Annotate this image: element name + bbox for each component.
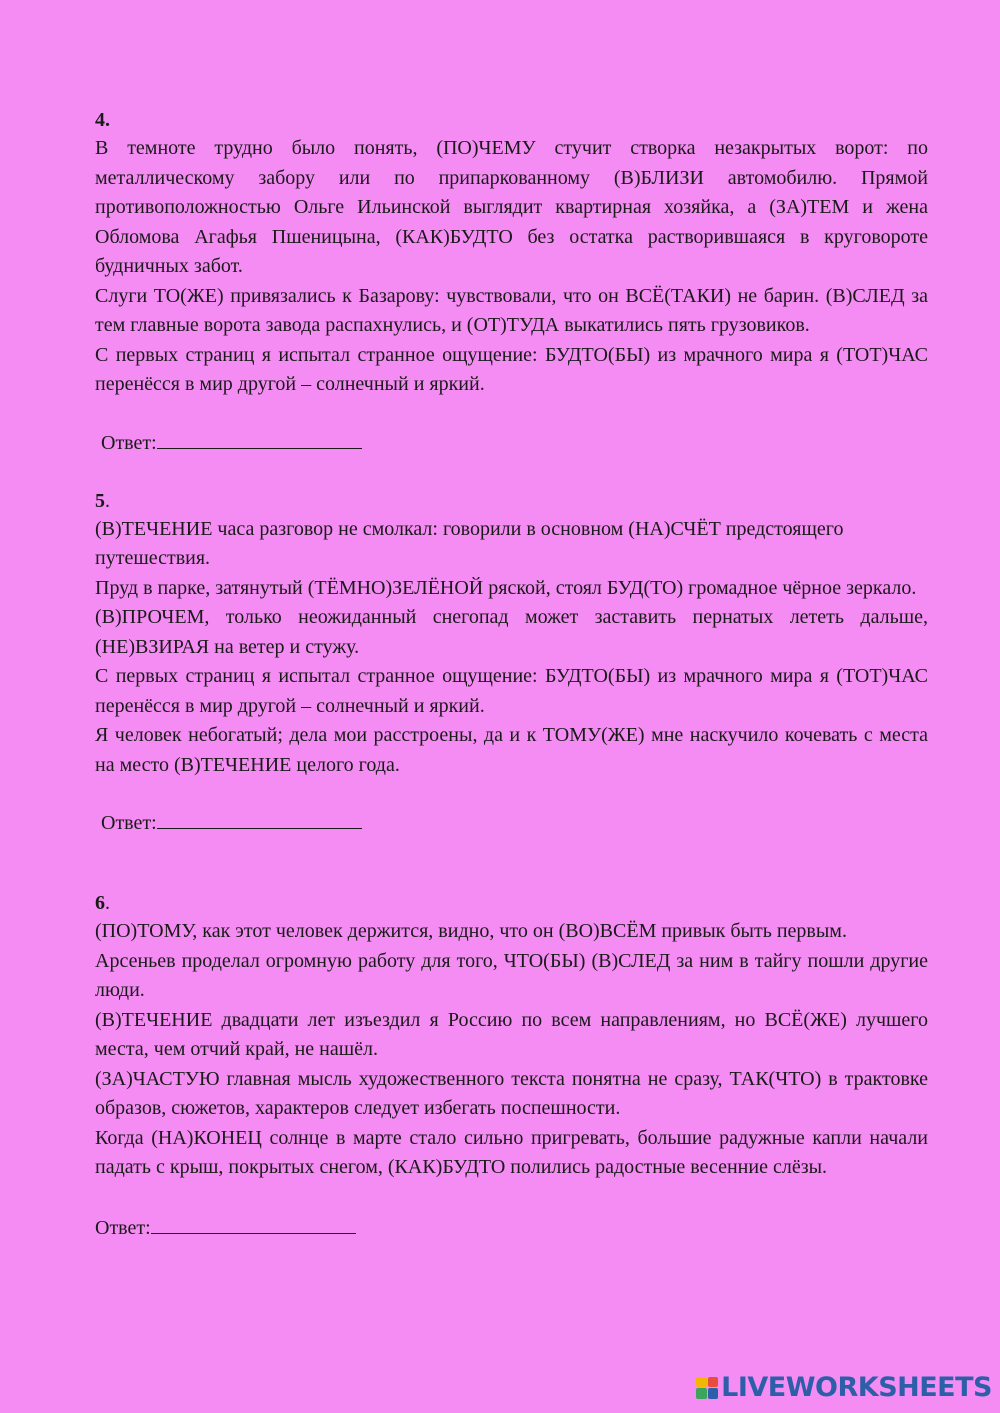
logo-tile — [708, 1377, 719, 1388]
sentence: Я человек небогатый; дела мои расстроены, да и к ТОМУ(ЖЕ) мне наскучило кочевать с места на место (В)ТЕЧЕНИЕ целого года. — [95, 724, 928, 776]
sentence: С первых страниц я испытал странное ощущение: БУДТО(БЫ) из мрачного мира я (ТОТ)ЧАС перенёсся в мир другой – солнечный и яркий. — [95, 665, 928, 717]
answer-label: Ответ: — [101, 812, 157, 834]
answer-row — [95, 428, 928, 457]
task-number: 6. — [95, 892, 110, 914]
sentence: С первых страниц я испытал странное ощущение: БУДТО(БЫ) из мрачного мира я (ТОТ)ЧАС перенёсся в мир другой – солнечный и яркий. — [95, 343, 928, 395]
sentence: Слуги ТО(ЖЕ) привязались к Базарову: чувствовали, что он ВСЁ(ТАКИ) не барин. (В)СЛЕД за тем главные ворота завода распахнулись, и (ОТ)ТУДА выкатились пять грузовиков. — [95, 284, 928, 336]
task-number: 5. — [95, 489, 110, 512]
task-6 — [95, 889, 928, 1242]
sentence: Арсеньев проделал огромную работу для того, ЧТО(БЫ) (В)СЛЕД за ним в тайгу пошли другие люди. — [95, 949, 928, 1001]
sentence: (ЗА)ЧАСТУЮ главная мысль художественного текста понятна не сразу, ТАК(ЧТО) в трактовке образов, сюжетов, характеров следует избегать поспешности. — [95, 1067, 928, 1119]
task-4 — [95, 106, 928, 457]
task-number: 4. — [95, 109, 110, 131]
answer-input-4[interactable] — [157, 428, 362, 449]
sentence: Когда (НА)КОНЕЦ солнце в марте стало сильно пригревать, большие радужные капли начали падать с крыш, покрытых снегом, (КАК)БУДТО полились радостные весенние слёзы. — [95, 1126, 928, 1178]
liveworksheets-logo — [696, 1372, 992, 1403]
brand-name: LIVEWORKSHEETS — [721, 1372, 992, 1403]
logo-tile — [696, 1377, 707, 1388]
worksheet-page — [95, 106, 928, 1242]
logo-tile — [708, 1388, 719, 1399]
logo-icon — [696, 1377, 718, 1399]
answer-label: Ответ: — [95, 1216, 151, 1239]
answer-row — [95, 1213, 928, 1242]
answer-row — [95, 808, 928, 837]
sentence: (В)ТЕЧЕНИЕ часа разговор не смолкал: говорили в основном (НА)СЧЁТ предстоящего путешествия. — [95, 517, 844, 569]
sentence: (В)ТЕЧЕНИЕ двадцати лет изъездил я Россию по всем направлениям, но ВСЁ(ЖЕ) лучшего места, чем отчий край, не нашёл. — [95, 1008, 928, 1060]
answer-input-5[interactable] — [157, 808, 362, 829]
answer-label: Ответ: — [101, 431, 157, 454]
logo-tile — [696, 1388, 707, 1399]
task-5 — [95, 487, 928, 838]
sentence: Пруд в парке, затянутый (ТЁМНО)ЗЕЛЁНОЙ ряской, стоял БУД(ТО) громадное чёрное зеркало. — [95, 576, 917, 599]
sentence: (ПО)ТОМУ, как этот человек держится, видно, что он (ВО)ВСЁМ привык быть первым. — [95, 920, 847, 942]
sentence: В темноте трудно было понять, (ПО)ЧЕМУ стучит створка незакрытых ворот: по металлическому забору или по припаркованному (В)БЛИЗИ автомобилю. Прямой противоположностью Ольге Ильинской выглядит квартирная хозяйка, а (ЗА)ТЕМ и жена Обломова Агафья Пшеницына, (КАК)БУДТО без остатка растворившаяся в круговороте будничных забот. — [95, 137, 928, 277]
answer-input-6[interactable] — [151, 1213, 356, 1234]
sentence: (В)ПРОЧЕМ, только неожиданный снегопад может заставить пернатых лететь дальше, (НЕ)ВЗИРАЯ на ветер и стужу. — [95, 606, 928, 658]
